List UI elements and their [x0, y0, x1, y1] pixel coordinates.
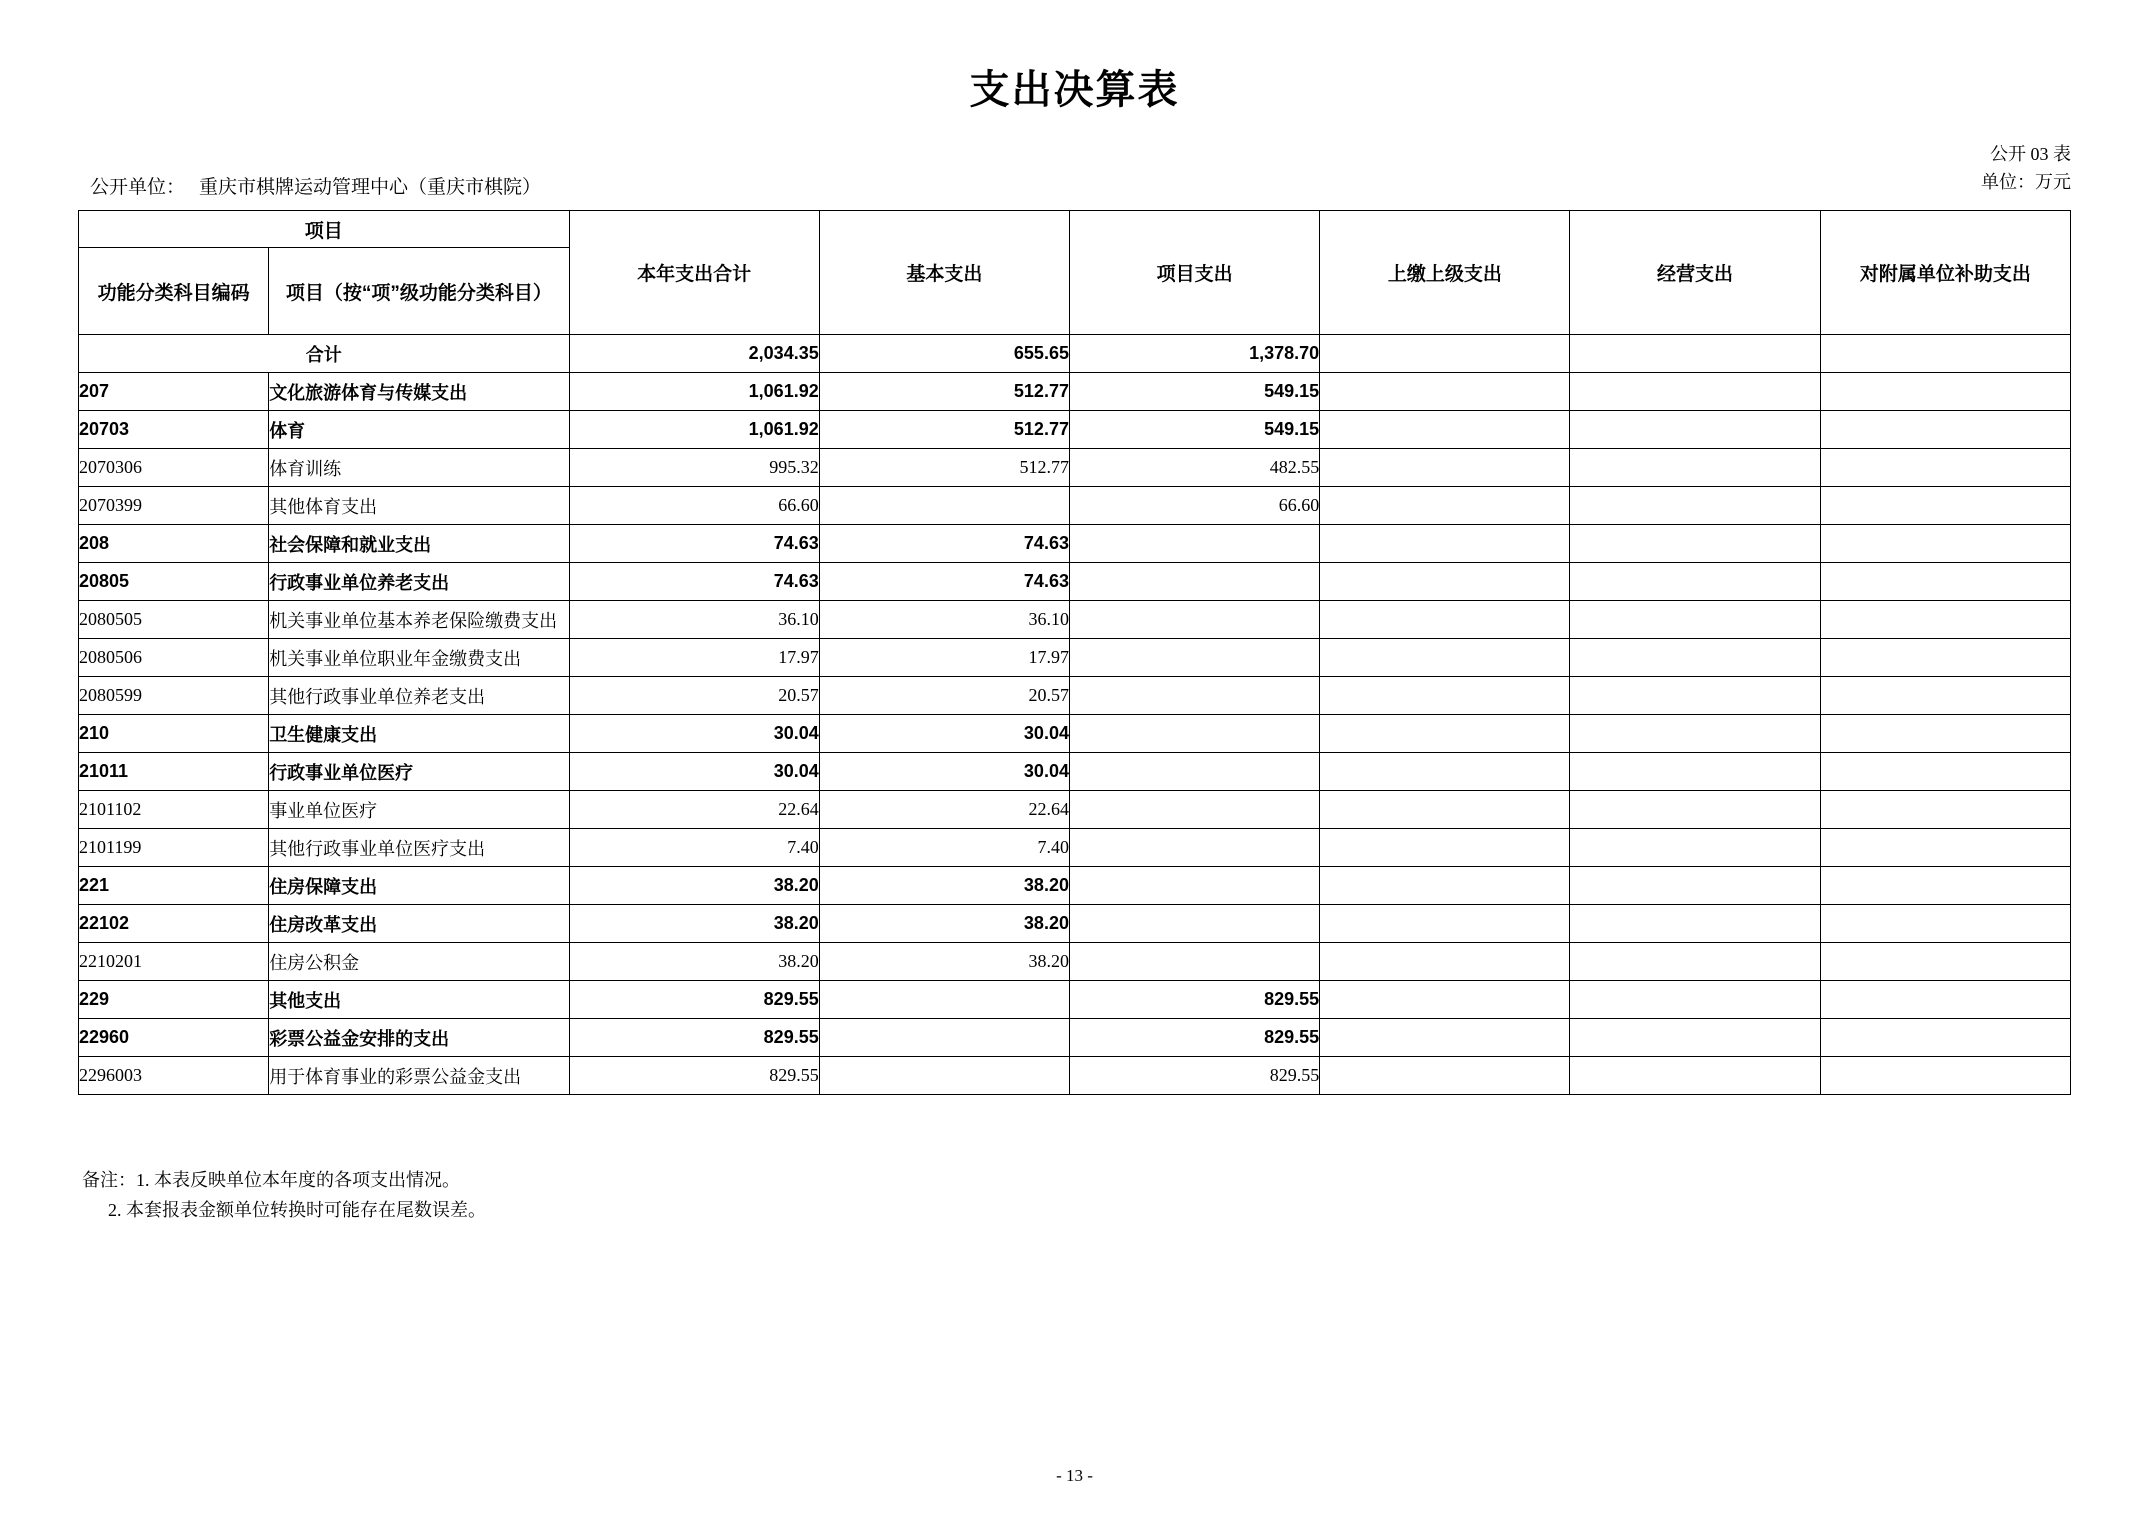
row-upper [1320, 829, 1570, 867]
row-total: 995.32 [569, 449, 819, 487]
row-project [1069, 601, 1319, 639]
row-upper [1320, 639, 1570, 677]
row-basic [819, 1057, 1069, 1095]
table-row [79, 867, 2071, 905]
header-col-subsidy: 对附属单位补助支出 [1820, 211, 2070, 335]
row-project [1069, 525, 1319, 563]
row-code: 2080599 [79, 677, 269, 715]
total-value-upper [1320, 335, 1570, 373]
expenditure-table [78, 210, 2071, 1095]
table-row [79, 373, 2071, 411]
table-row [79, 601, 2071, 639]
table-body [79, 335, 2071, 1095]
row-project [1069, 639, 1319, 677]
row-operating [1570, 943, 1820, 981]
row-name: 其他行政事业单位医疗支出 [269, 829, 569, 867]
total-value-basic: 655.65 [819, 335, 1069, 373]
row-name: 体育 [269, 411, 569, 449]
row-operating [1570, 791, 1820, 829]
row-operating [1570, 411, 1820, 449]
row-project [1069, 867, 1319, 905]
row-upper [1320, 981, 1570, 1019]
row-basic [819, 981, 1069, 1019]
row-operating [1570, 753, 1820, 791]
row-subsidy [1820, 943, 2070, 981]
row-basic: 512.77 [819, 373, 1069, 411]
row-name: 住房保障支出 [269, 867, 569, 905]
row-subsidy [1820, 373, 2070, 411]
row-code: 229 [79, 981, 269, 1019]
row-total: 22.64 [569, 791, 819, 829]
table-row [79, 411, 2071, 449]
row-operating [1570, 639, 1820, 677]
row-total: 66.60 [569, 487, 819, 525]
note-line-2: 2. 本套报表金额单位转换时可能存在尾数误差。 [108, 1200, 486, 1220]
row-subsidy [1820, 411, 2070, 449]
row-name: 文化旅游体育与传媒支出 [269, 373, 569, 411]
row-name: 体育训练 [269, 449, 569, 487]
row-upper [1320, 791, 1570, 829]
table-row [79, 1019, 2071, 1057]
row-project: 549.15 [1069, 373, 1319, 411]
table-row [79, 487, 2071, 525]
row-project: 66.60 [1069, 487, 1319, 525]
row-operating [1570, 601, 1820, 639]
row-upper [1320, 563, 1570, 601]
form-meta [1981, 140, 2071, 196]
total-label: 合计 [79, 335, 570, 373]
header-col-total: 本年支出合计 [569, 211, 819, 335]
row-subsidy [1820, 829, 2070, 867]
row-code: 22102 [79, 905, 269, 943]
row-total: 7.40 [569, 829, 819, 867]
row-basic: 20.57 [819, 677, 1069, 715]
row-basic: 22.64 [819, 791, 1069, 829]
row-operating [1570, 525, 1820, 563]
row-total: 30.04 [569, 753, 819, 791]
table-row [79, 905, 2071, 943]
row-upper [1320, 601, 1570, 639]
row-name: 行政事业单位医疗 [269, 753, 569, 791]
table-row [79, 525, 2071, 563]
row-code: 20703 [79, 411, 269, 449]
disclosure-unit-label: 公开单位： [90, 177, 186, 198]
row-code: 2080505 [79, 601, 269, 639]
row-name: 机关事业单位基本养老保险缴费支出 [269, 601, 569, 639]
unit-of-measure: 单位：万元 [1981, 172, 2071, 192]
row-total: 1,061.92 [569, 373, 819, 411]
table-row-total [79, 335, 2071, 373]
row-basic: 36.10 [819, 601, 1069, 639]
row-subsidy [1820, 981, 2070, 1019]
note-line-1: 备注：1. 本表反映单位本年度的各项支出情况。 [82, 1170, 460, 1190]
row-subsidy [1820, 563, 2070, 601]
row-operating [1570, 449, 1820, 487]
row-basic: 512.77 [819, 411, 1069, 449]
header-col-code: 功能分类科目编码 [79, 248, 269, 335]
row-subsidy [1820, 525, 2070, 563]
header-col-project: 项目支出 [1069, 211, 1319, 335]
table-row [79, 449, 2071, 487]
row-code: 2101102 [79, 791, 269, 829]
row-operating [1570, 563, 1820, 601]
row-total: 20.57 [569, 677, 819, 715]
table-row [79, 943, 2071, 981]
row-operating [1570, 373, 1820, 411]
row-project: 482.55 [1069, 449, 1319, 487]
row-project [1069, 753, 1319, 791]
row-project [1069, 943, 1319, 981]
row-upper [1320, 411, 1570, 449]
row-operating [1570, 829, 1820, 867]
row-basic: 38.20 [819, 867, 1069, 905]
row-total: 38.20 [569, 943, 819, 981]
row-subsidy [1820, 677, 2070, 715]
page-title: 支出决算表 [969, 68, 1180, 112]
row-name: 住房公积金 [269, 943, 569, 981]
row-subsidy [1820, 1019, 2070, 1057]
row-operating [1570, 867, 1820, 905]
row-basic: 74.63 [819, 525, 1069, 563]
header-group-project: 项目 [79, 211, 570, 248]
row-name: 其他行政事业单位养老支出 [269, 677, 569, 715]
row-project: 829.55 [1069, 1057, 1319, 1095]
row-upper [1320, 1019, 1570, 1057]
row-upper [1320, 715, 1570, 753]
table-row [79, 791, 2071, 829]
table-row [79, 829, 2071, 867]
row-basic: 512.77 [819, 449, 1069, 487]
row-total: 829.55 [569, 981, 819, 1019]
row-subsidy [1820, 1057, 2070, 1095]
row-code: 2210201 [79, 943, 269, 981]
row-upper [1320, 867, 1570, 905]
table-header-row-1 [79, 211, 2071, 248]
row-subsidy [1820, 791, 2070, 829]
row-subsidy [1820, 867, 2070, 905]
table-row [79, 981, 2071, 1019]
table-row [79, 715, 2071, 753]
row-operating [1570, 905, 1820, 943]
row-name: 行政事业单位养老支出 [269, 563, 569, 601]
row-operating [1570, 1057, 1820, 1095]
row-code: 208 [79, 525, 269, 563]
row-name: 事业单位医疗 [269, 791, 569, 829]
row-basic: 7.40 [819, 829, 1069, 867]
row-total: 829.55 [569, 1019, 819, 1057]
header-col-basic: 基本支出 [819, 211, 1069, 335]
row-code: 210 [79, 715, 269, 753]
row-operating [1570, 677, 1820, 715]
row-basic [819, 487, 1069, 525]
row-operating [1570, 715, 1820, 753]
table-notes [82, 1165, 486, 1225]
table-row [79, 677, 2071, 715]
row-project [1069, 791, 1319, 829]
table-row [79, 563, 2071, 601]
header-col-upper: 上缴上级支出 [1320, 211, 1570, 335]
table-row [79, 753, 2071, 791]
row-total: 38.20 [569, 905, 819, 943]
row-name: 机关事业单位职业年金缴费支出 [269, 639, 569, 677]
row-subsidy [1820, 487, 2070, 525]
total-value-total: 2,034.35 [569, 335, 819, 373]
row-total: 74.63 [569, 563, 819, 601]
row-project: 829.55 [1069, 981, 1319, 1019]
row-project [1069, 829, 1319, 867]
table-row [79, 1057, 2071, 1095]
total-value-operating [1570, 335, 1820, 373]
row-upper [1320, 753, 1570, 791]
row-subsidy [1820, 753, 2070, 791]
row-upper [1320, 677, 1570, 715]
header-col-operating: 经营支出 [1570, 211, 1820, 335]
row-upper [1320, 525, 1570, 563]
row-project [1069, 563, 1319, 601]
row-basic [819, 1019, 1069, 1057]
row-code: 207 [79, 373, 269, 411]
row-subsidy [1820, 449, 2070, 487]
row-total: 30.04 [569, 715, 819, 753]
row-upper [1320, 1057, 1570, 1095]
row-total: 17.97 [569, 639, 819, 677]
row-name: 其他支出 [269, 981, 569, 1019]
row-upper [1320, 905, 1570, 943]
disclosure-unit-name: 重庆市棋牌运动管理中心（重庆市棋院） [199, 177, 542, 198]
row-code: 221 [79, 867, 269, 905]
row-basic: 38.20 [819, 943, 1069, 981]
row-name: 其他体育支出 [269, 487, 569, 525]
row-name: 彩票公益金安排的支出 [269, 1019, 569, 1057]
row-name: 用于体育事业的彩票公益金支出 [269, 1057, 569, 1095]
page-number: - 13 - [1056, 1466, 1093, 1485]
row-basic: 17.97 [819, 639, 1069, 677]
row-upper [1320, 449, 1570, 487]
row-total: 38.20 [569, 867, 819, 905]
row-subsidy [1820, 639, 2070, 677]
row-code: 2101199 [79, 829, 269, 867]
row-name: 卫生健康支出 [269, 715, 569, 753]
header-col-name: 项目（按“项”级功能分类科目） [269, 248, 569, 335]
table-row [79, 639, 2071, 677]
row-code: 2070399 [79, 487, 269, 525]
row-total: 74.63 [569, 525, 819, 563]
total-value-subsidy [1820, 335, 2070, 373]
row-operating [1570, 1019, 1820, 1057]
row-operating [1570, 981, 1820, 1019]
disclosure-unit [90, 172, 541, 199]
row-upper [1320, 373, 1570, 411]
row-basic: 38.20 [819, 905, 1069, 943]
row-project: 829.55 [1069, 1019, 1319, 1057]
row-project [1069, 715, 1319, 753]
row-total: 36.10 [569, 601, 819, 639]
row-subsidy [1820, 601, 2070, 639]
row-subsidy [1820, 905, 2070, 943]
row-name: 住房改革支出 [269, 905, 569, 943]
row-code: 2296003 [79, 1057, 269, 1095]
row-project: 549.15 [1069, 411, 1319, 449]
row-project [1069, 677, 1319, 715]
row-operating [1570, 487, 1820, 525]
row-code: 2070306 [79, 449, 269, 487]
total-value-project: 1,378.70 [1069, 335, 1319, 373]
row-total: 1,061.92 [569, 411, 819, 449]
row-basic: 74.63 [819, 563, 1069, 601]
row-code: 20805 [79, 563, 269, 601]
row-upper [1320, 487, 1570, 525]
row-code: 2080506 [79, 639, 269, 677]
row-code: 22960 [79, 1019, 269, 1057]
row-basic: 30.04 [819, 753, 1069, 791]
row-name: 社会保障和就业支出 [269, 525, 569, 563]
row-total: 829.55 [569, 1057, 819, 1095]
row-basic: 30.04 [819, 715, 1069, 753]
row-subsidy [1820, 715, 2070, 753]
row-project [1069, 905, 1319, 943]
form-number: 公开 03 表 [1990, 144, 2071, 164]
row-upper [1320, 943, 1570, 981]
row-code: 21011 [79, 753, 269, 791]
